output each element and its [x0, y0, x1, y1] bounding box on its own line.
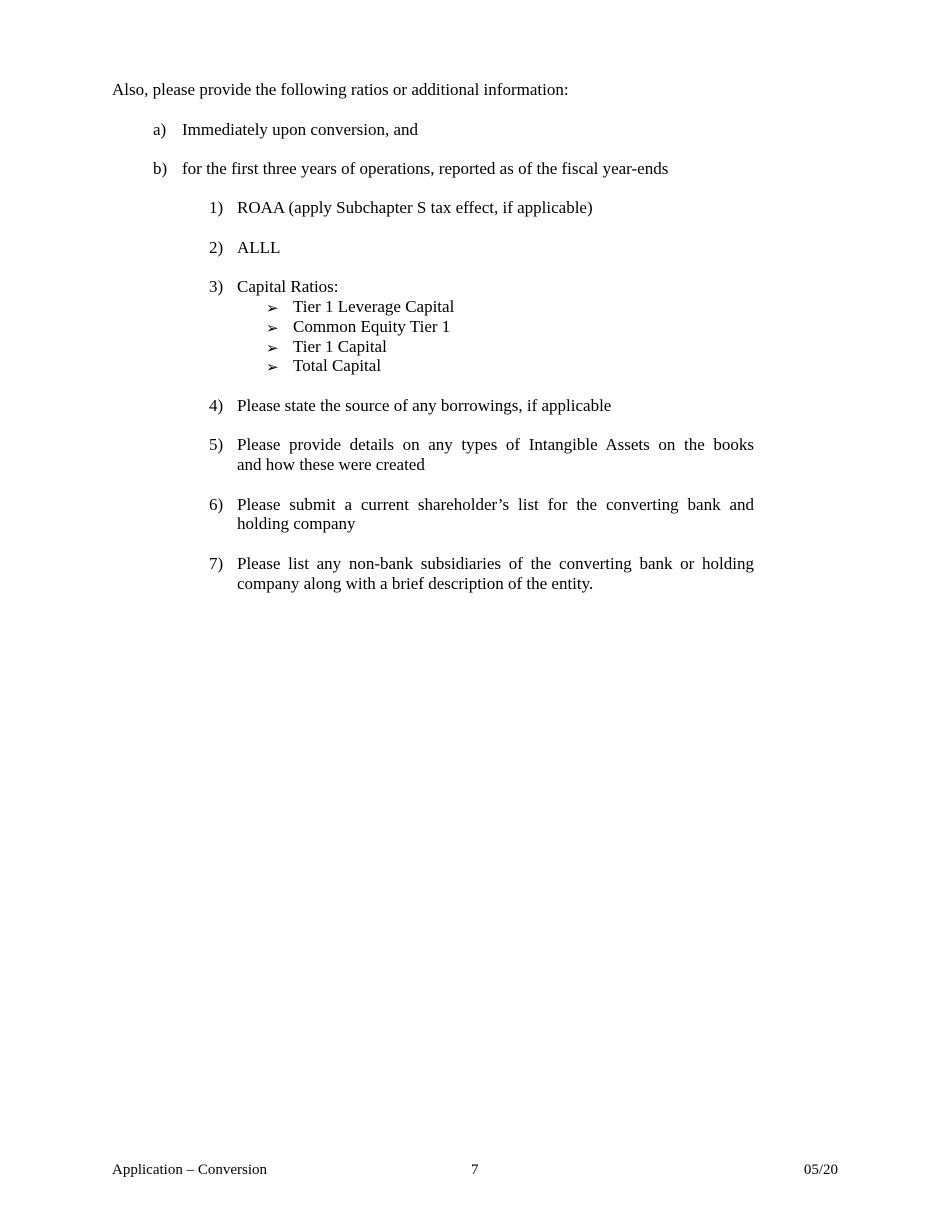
- numbered-item-7-line-1: Please list any non-bank subsidiaries of the converting bank or holding: [237, 554, 754, 573]
- arrow-bullet-icon: ➢: [266, 358, 279, 376]
- numbered-item-4-marker: 4): [209, 396, 224, 415]
- numbered-item-3-marker: 3): [209, 277, 224, 296]
- numbered-item-5-marker: 5): [209, 435, 224, 454]
- numbered-item-1-text: ROAA (apply Subchapter S tax effect, if applicable): [237, 198, 593, 217]
- arrow-bullet-icon: ➢: [266, 299, 279, 317]
- footer-page-number: 7: [471, 1162, 479, 1178]
- numbered-item-2-text: ALLL: [237, 238, 281, 257]
- list-item-a-text: Immediately upon conversion, and: [182, 120, 419, 139]
- arrow-bullet-icon: ➢: [266, 319, 279, 337]
- capital-ratio-item: Tier 1 Capital: [293, 337, 387, 356]
- capital-ratio-item: Tier 1 Leverage Capital: [293, 297, 455, 316]
- list-item-a-marker: a): [153, 120, 167, 139]
- intro-paragraph: Also, please provide the following ratios or additional information:: [112, 80, 569, 99]
- numbered-item-7-line-2: company along with a brief description of the entity.: [237, 574, 594, 593]
- numbered-item-3-text: Capital Ratios:: [237, 277, 339, 296]
- arrow-bullet-icon: ➢: [266, 339, 279, 357]
- capital-ratio-item: Total Capital: [293, 356, 382, 375]
- numbered-item-5-line-1: Please provide details on any types of Intangible Assets on the books: [237, 435, 754, 454]
- list-item-b-marker: b): [153, 159, 168, 178]
- numbered-item-6-line-1: Please submit a current shareholder’s list for the converting bank and: [237, 495, 754, 514]
- numbered-item-2-marker: 2): [209, 238, 224, 257]
- numbered-item-7-marker: 7): [209, 554, 224, 573]
- numbered-item-6-marker: 6): [209, 495, 224, 514]
- list-item-b-text: for the first three years of operations, reported as of the fiscal year-ends: [182, 159, 669, 178]
- numbered-item-6-line-2: holding company: [237, 514, 356, 533]
- footer-document-title: Application – Conversion: [112, 1162, 267, 1178]
- footer-revision-date: 05/20: [803, 1162, 838, 1178]
- numbered-item-4-text: Please state the source of any borrowings, if applicable: [237, 396, 612, 415]
- capital-ratio-item: Common Equity Tier 1: [293, 317, 451, 336]
- numbered-item-1-marker: 1): [209, 198, 224, 217]
- numbered-item-5-line-2: and how these were created: [237, 455, 425, 474]
